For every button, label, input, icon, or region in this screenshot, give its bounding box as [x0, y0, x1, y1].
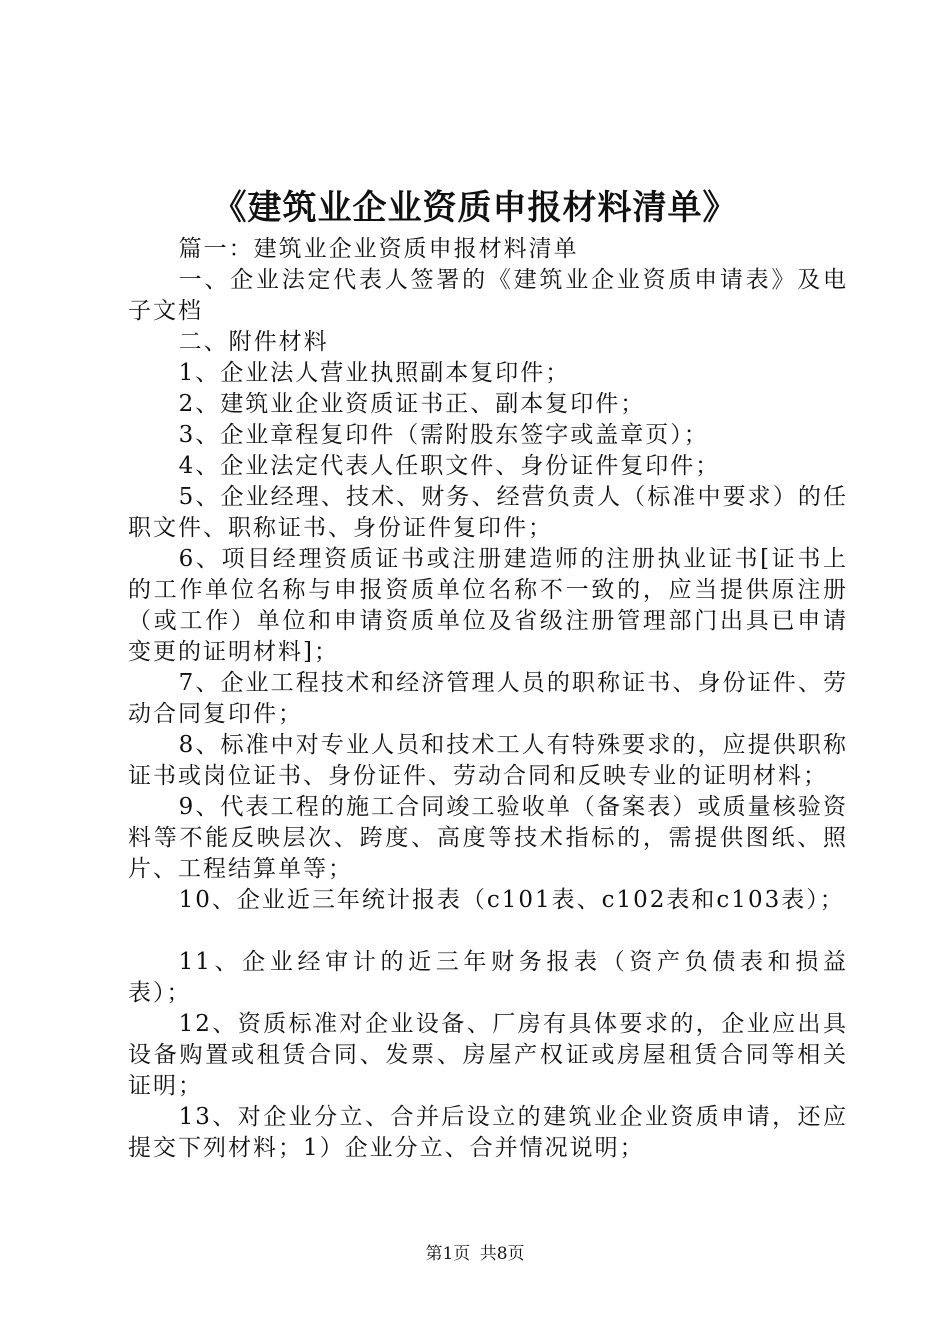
- document-title: 《建筑业企业资质申报材料清单》: [212, 188, 738, 228]
- list-item: 10、企业近三年统计报表（c101表、c102表和c103表）；: [178, 887, 845, 913]
- document-body: [128, 234, 848, 1164]
- list-item: 11、企业经审计的近三年财务报表（资产负债表和损益表）；: [128, 949, 848, 1006]
- list-item: 8、标准中对专业人员和技术工人有特殊要求的，应提供职称证书或岗位证书、身份证件、劳动合同和反映专业的证明材料；: [128, 732, 848, 789]
- list-item: 13、对企业分立、合并后设立的建筑业企业资质申请，还应提交下列材料；1）企业分立、合并情况说明；: [128, 1104, 848, 1161]
- list-item: 3、企业章程复印件（需附股东签字或盖章页）；: [178, 422, 709, 448]
- paragraph-item-one: 一、企业法定代表人签署的《建筑业企业资质申请表》及电子文档: [128, 267, 848, 324]
- list-item: 2、建筑业企业资质证书正、副本复印件；: [178, 391, 646, 417]
- list-item: 6、项目经理资质证书或注册建造师的注册执业证书[证书上的工作单位名称与申报资质单位名称不一致的，应当提供原注册（或工作）单位和申请资质单位及省级注册管理部门出具已申请变更的证明材料]；: [128, 546, 848, 665]
- page-footer: [0, 1243, 950, 1265]
- list-item: 5、企业经理、技术、财务、经营负责人（标准中要求）的任职文件、职称证书、身份证件复印件；: [128, 484, 848, 541]
- list-item: 1、企业法人营业执照副本复印件；: [178, 360, 571, 386]
- paragraph-item-two: 二、附件材料: [178, 329, 329, 355]
- list-item: 12、资质标准对企业设备、厂房有具体要求的，企业应出具设备购置或租赁合同、发票、房屋产权证或房屋租赁合同等相关证明；: [128, 1011, 848, 1099]
- list-item: 9、代表工程的施工合同竣工验收单（备案表）或质量核验资料等不能反映层次、跨度、高度等技术指标的，需提供图纸、照片、工程结算单等；: [128, 794, 848, 882]
- page-number: 第1页: [425, 1244, 471, 1264]
- page-total: 共8页: [479, 1244, 525, 1264]
- paragraph-section-heading: 篇一：建筑业企业资质申报材料清单: [178, 236, 579, 262]
- list-item: 7、企业工程技术和经济管理人员的职称证书、身份证件、劳动合同复印件；: [128, 670, 848, 727]
- list-item: 4、企业法定代表人任职文件、身份证件复印件；: [178, 453, 721, 479]
